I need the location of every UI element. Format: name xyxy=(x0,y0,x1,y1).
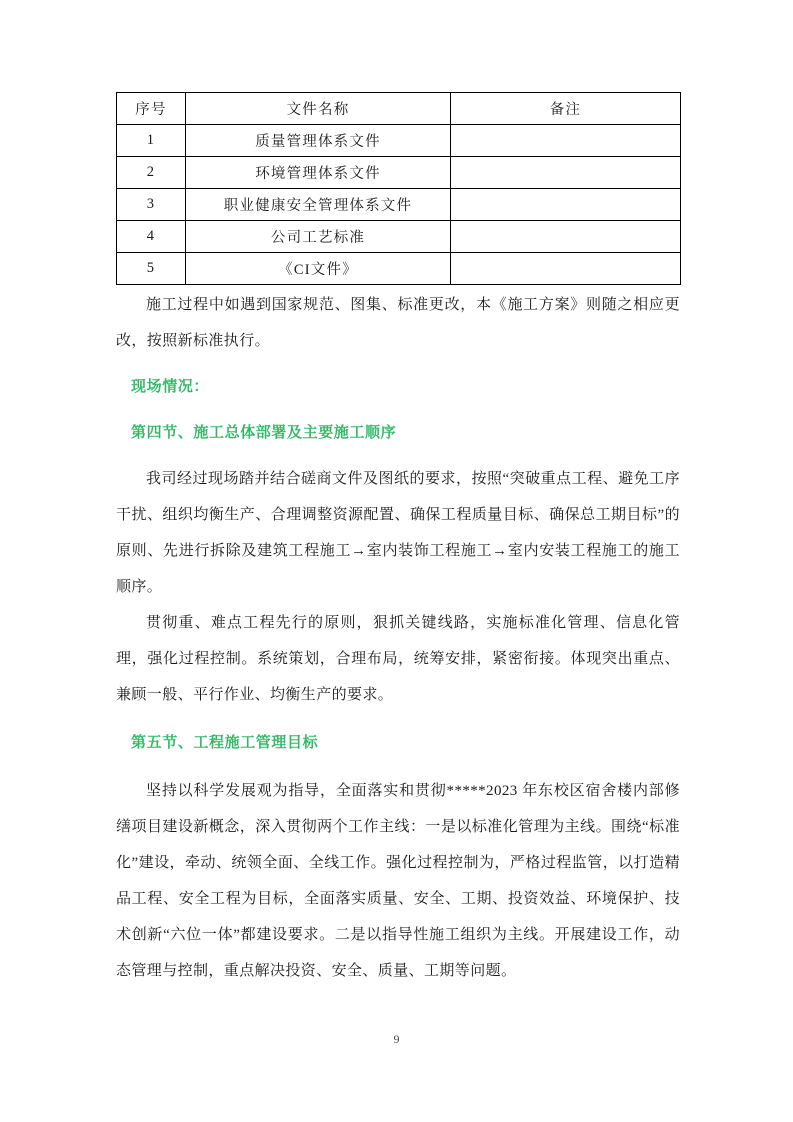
table-cell-no: 1 xyxy=(117,125,186,157)
spacer xyxy=(116,713,680,725)
table-cell-note xyxy=(451,253,681,285)
paragraph-management-goals: 坚持以科学发展观为指导，全面落实和贯彻*****2023 年东校区宿舍楼内部修缮项目建设新概念，深入贯彻两个工作主线：一是以标准化管理为主线。围绕“标准化”建设，牵动、统领全面、全线工作。强化过程控制为，严格过程监管，以打造精品工程、安全工程为目标，全面落实质量、安全、工期、投资效益、环境保护、技术创新“六位一体”都建设要求。二是以指导性施工组织为主线。开展建设工作，动态管理与控制，重点解决投资、安全、质量、工期等问题。 xyxy=(116,783,680,979)
paragraph-key-priorities: 贯彻重、难点工程先行的原则，狠抓关键线路，实施标准化管理、信息化管理，强化过程控制。系统策划，合理布局，统筹安排，紧密衔接。体现突出重点、兼顾一般、平行作业、均衡生产的要求。 xyxy=(116,615,680,703)
table-cell-name: 环境管理体系文件 xyxy=(186,157,451,189)
table-header-no: 序号 xyxy=(117,93,186,125)
page-content xyxy=(116,92,680,989)
table-cell-name: 《CI文件》 xyxy=(186,253,451,285)
table-row xyxy=(117,221,681,253)
table-cell-name: 公司工艺标准 xyxy=(186,221,451,253)
paragraph-standards-change: 施工过程中如遇到国家规范、图集、标准更改，本《施工方案》则随之相应更改，按照新标准执行。 xyxy=(116,297,680,349)
document-list-table xyxy=(116,92,681,285)
table-cell-note xyxy=(451,189,681,221)
spacer xyxy=(116,451,680,461)
table-cell-name: 职业健康安全管理体系文件 xyxy=(186,189,451,221)
table-cell-note xyxy=(451,157,681,189)
table-cell-note xyxy=(451,125,681,157)
spacer xyxy=(116,405,680,415)
table-header-row xyxy=(117,93,681,125)
paragraph-construction-sequence: 我司经过现场踏并结合磋商文件及图纸的要求，按照“突破重点工程、避免工序干扰、组织均衡生产、合理调整资源配置、确保工程质量目标、确保总工期目标”的原则、先进行拆除及建筑工程施工→室内装饰工程施工→室内安装工程施工的施工顺序。 xyxy=(116,471,680,595)
table-row xyxy=(117,125,681,157)
spacer xyxy=(116,761,680,773)
table-cell-name: 质量管理体系文件 xyxy=(186,125,451,157)
table-cell-no: 2 xyxy=(117,157,186,189)
table-cell-no: 3 xyxy=(117,189,186,221)
heading-site-conditions: 现场情况： xyxy=(131,379,210,395)
table-header-note: 备注 xyxy=(451,93,681,125)
table-row xyxy=(117,189,681,221)
heading-section-5: 第五节、工程施工管理目标 xyxy=(131,735,319,751)
spacer xyxy=(116,359,680,369)
table-cell-no: 5 xyxy=(117,253,186,285)
table-cell-no: 4 xyxy=(117,221,186,253)
page-number: 9 xyxy=(393,1032,400,1046)
heading-section-4: 第四节、施工总体部署及主要施工顺序 xyxy=(131,425,397,441)
table-row xyxy=(117,157,681,189)
table-cell-note xyxy=(451,221,681,253)
table-header-name: 文件名称 xyxy=(186,93,451,125)
table-row xyxy=(117,253,681,285)
